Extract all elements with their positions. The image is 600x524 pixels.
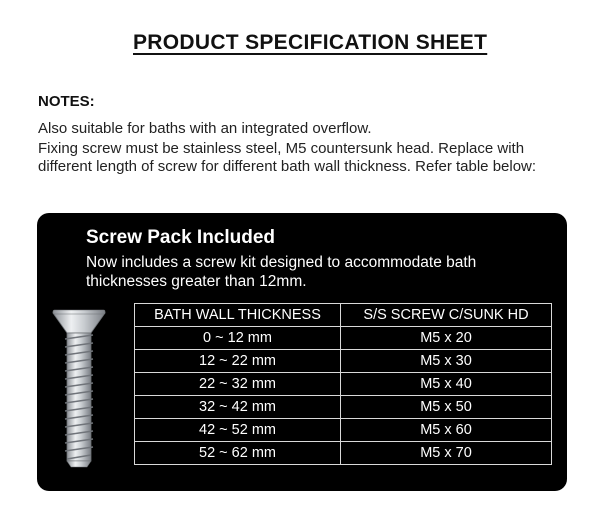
table-row [135,373,552,396]
notes-body [38,120,568,178]
notes-line-overflow: Also suitable for baths with an integrated overflow. [38,120,372,137]
cell-screw: M5 x 70 [341,442,552,465]
cell-screw: M5 x 40 [341,373,552,396]
countersunk-screw-icon [51,309,107,469]
cell-screw: M5 x 30 [341,350,552,373]
table-header-row [135,304,552,327]
cell-thickness: 52 ~ 62 mm [135,442,341,465]
cell-thickness: 32 ~ 42 mm [135,396,341,419]
column-header-thickness: BATH WALL THICKNESS [135,304,341,327]
notes-heading: NOTES: [38,93,95,110]
cell-thickness: 22 ~ 32 mm [135,373,341,396]
screw-pack-description: Now includes a screw kit designed to accommodate bath thicknesses greater than 12mm. [86,254,477,290]
table-row [135,350,552,373]
cell-thickness: 42 ~ 52 mm [135,419,341,442]
cell-screw: M5 x 60 [341,419,552,442]
cell-screw: M5 x 50 [341,396,552,419]
table-row [135,442,552,465]
cell-thickness: 0 ~ 12 mm [135,327,341,350]
table-row [135,396,552,419]
table-row [135,419,552,442]
table-row [135,327,552,350]
notes-line-screw: Fixing screw must be stainless steel, M5 countersunk head. Replace with different length of screw for different bath wall thickness. Refer table below: [38,140,537,175]
page-title: PRODUCT SPECIFICATION SHEET [133,31,488,54]
screw-pack-title: Screw Pack Included [86,227,276,248]
column-header-screw: S/S SCREW C/SUNK HD [341,304,552,327]
cell-thickness: 12 ~ 22 mm [135,350,341,373]
cell-screw: M5 x 20 [341,327,552,350]
screw-pack-panel [37,213,567,491]
screw-size-table [134,303,552,465]
